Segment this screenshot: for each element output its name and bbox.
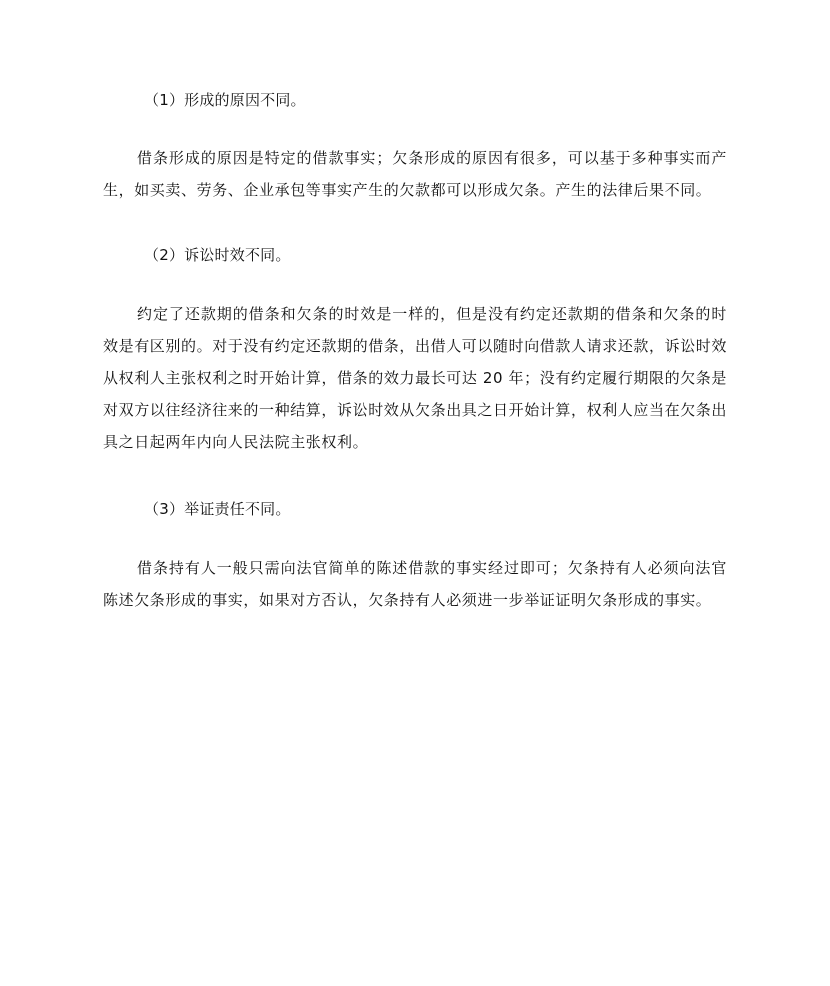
section-paragraph-3: 借条持有人一般只需向法官简单的陈述借款的事实经过即可；欠条持有人必须向法官陈述欠条形成的事实，如果对方否认，欠条持有人必须进一步举证证明欠条形成的事实。 bbox=[103, 559, 727, 609]
section-heading-1: （1）形成的原因不同。 bbox=[144, 91, 306, 109]
section-heading-2: （2）诉讼时效不同。 bbox=[144, 246, 291, 264]
section-paragraph-1: 借条形成的原因是特定的借款事实；欠条形成的原因有很多，可以基于多种事实而产生，如买卖、劳务、企业承包等事实产生的欠款都可以形成欠条。产生的法律后果不同。 bbox=[103, 149, 727, 199]
section-paragraph-2: 约定了还款期的借条和欠条的时效是一样的，但是没有约定还款期的借条和欠条的时效是有区别的。对于没有约定还款期的借条，出借人可以随时向借款人请求还款，诉讼时效从权利人主张权利之时开始计算，借条的效力最长可达 20 年；没有约定履行期限的欠条是对双方以往经济往来的一种结算，诉讼时效从欠条出具之日开始计算，权利人应当在欠条出具之日起两年内向人民法院主张权利。 bbox=[103, 305, 728, 451]
section-heading-3: （3）举证责任不同。 bbox=[144, 500, 291, 518]
